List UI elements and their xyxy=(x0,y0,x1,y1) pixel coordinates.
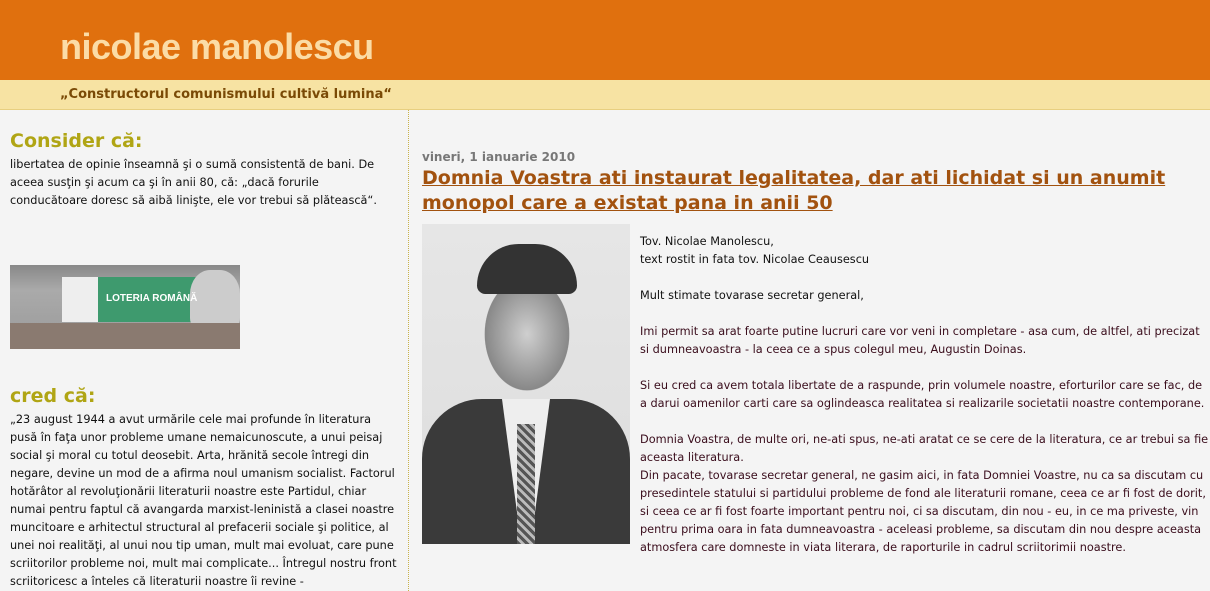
post-author-line: Tov. Nicolae Manolescu, xyxy=(640,235,774,248)
sidebar-heading-cred: cred că: xyxy=(10,385,96,407)
lottery-image-text: LOTERIA ROMÂNĂ xyxy=(106,293,198,304)
sidebar-heading-consider: Consider că: xyxy=(10,130,143,152)
column-divider xyxy=(408,110,409,591)
post-paragraph: Mult stimate tovarase secretar general, xyxy=(640,289,864,302)
sidebar-text-cred: „23 august 1944 a avut urmările cele mai profunde în literatura pusă în faţa unor probleme umane nemaicunoscute, a unui peisaj social şi moral cu totul deosebit. Arta, hrănită secole întregi din negare, devine un mod de a afirma noul umanism socialist. Factorul hotărâtor al revoluţionării literaturii noastre este Partidul, chiar numai pentru faptul că avangarda marxist-leninistă a clasei noastre muncitoare e arhitectul structural al prefacerii sociale şi politice, al unei noi realităţi, al unui nou tip uman, mult mai evoluat, care pune scriitorilor probleme noi, mult mai complicate... Întregul nostru front scriitoricesc a înteles că literaturii noastre îi revine - xyxy=(10,413,397,588)
sidebar xyxy=(10,130,398,588)
blog-tagline: „Constructorul comunismului cultivă lumina“ xyxy=(60,87,392,102)
lottery-image xyxy=(10,265,240,349)
site-title[interactable]: nicolae manolescu xyxy=(60,26,374,67)
post-paragraph: Domnia Voastra, de multe ori, ne-ati spus, ne-ati aratat ce se cere de la literatura, ce ar trebui sa fie aceasta literatura. xyxy=(640,433,1209,464)
portrait-image xyxy=(422,224,630,544)
sidebar-text-consider: libertatea de opinie înseamnă şi o sumă consistentă de bani. De aceea susţin şi acum ca şi în anii 80, că: „dacă forurile conducătoare doresc să aibă linişte, ele vor trebui să plătească“. xyxy=(10,158,377,207)
post-title-link[interactable]: Domnia Voastra ati instaurat legalitatea, dar ati lichidat si un anumit monopol care a existat pana in anii 50 xyxy=(422,167,1166,214)
post-author-context: text rostit in fata tov. Nicolae Ceausescu xyxy=(640,253,870,266)
blog-header xyxy=(0,0,1210,80)
post-paragraph: Imi permit sa arat foarte putine lucruri care vor veni in completare - asa cum, de altfel, ati precizat si dumneavoastra - la ceea ce a spus colegul meu, Augustin Doinas. xyxy=(640,325,1200,356)
sidebar-section-cred xyxy=(10,385,398,591)
tagline-bar xyxy=(0,80,1210,110)
post xyxy=(422,150,1210,557)
post-date: vineri, 1 ianuarie 2010 xyxy=(422,150,576,164)
post-paragraph: Si eu cred ca avem totala libertate de a raspunde, prin volumele noastre, eforturilor care se fac, de a darui oamenilor carti care sa oglindeasca realitatea si realizarile societatii noastre contemporane. xyxy=(640,379,1205,410)
post-paragraph: Din pacate, tovarase secretar general, ne gasim aici, in fata Domniei Voastre, nu ca sa discutam cu presedintele statului si partidului probleme de fond ale literaturii romane, ceea ce ar fi fost de dorit, si ceea ce ar fi fost foarte important pentru noi, ci sa discutam, din nou - eu, in ce ma priveste, vin pentru prima oara in fata dumneavoastra - aceleasi probleme, sa discutam din nou despre aceasta atmosfera care domneste in viata literara, de raporturile in cadrul scriitorimii noastre. xyxy=(640,469,1206,554)
